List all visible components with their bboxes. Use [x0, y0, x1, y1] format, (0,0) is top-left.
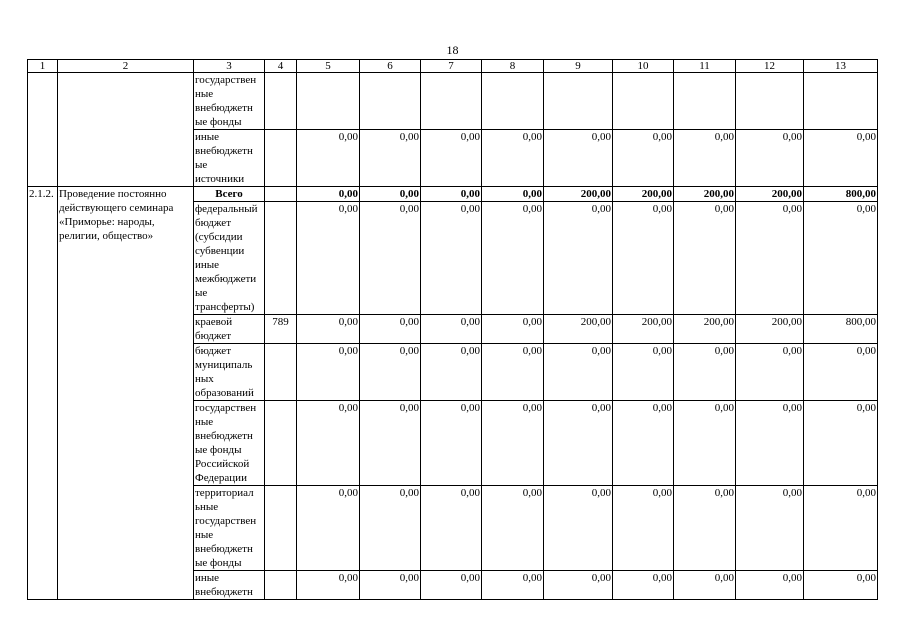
amount-cell	[421, 73, 482, 130]
amount-cell: 0,00	[297, 486, 360, 571]
amount-cell	[613, 73, 674, 130]
amount-cell: 200,00	[613, 187, 674, 202]
budget-code	[265, 130, 297, 187]
amount-cell: 0,00	[544, 202, 613, 315]
amount-cell: 0,00	[674, 344, 736, 401]
amount-cell: 0,00	[613, 401, 674, 486]
funding-source: территориал ьные государствен ные внебюджетн ые фонды	[194, 486, 265, 571]
budget-code	[265, 486, 297, 571]
amount-cell: 0,00	[804, 202, 878, 315]
amount-cell: 0,00	[421, 344, 482, 401]
item-name	[58, 73, 194, 187]
amount-cell: 0,00	[482, 486, 544, 571]
amount-cell: 0,00	[421, 401, 482, 486]
amount-cell: 0,00	[297, 315, 360, 344]
amount-cell: 200,00	[544, 315, 613, 344]
amount-cell: 0,00	[360, 130, 421, 187]
budget-code	[265, 73, 297, 130]
amount-cell: 800,00	[804, 187, 878, 202]
budget-code	[265, 571, 297, 600]
column-header: 13	[804, 60, 878, 73]
column-header: 1	[28, 60, 58, 73]
column-header: 7	[421, 60, 482, 73]
budget-code	[265, 187, 297, 202]
column-header: 6	[360, 60, 421, 73]
column-header: 11	[674, 60, 736, 73]
funding-source: бюджет муниципаль ных образований	[194, 344, 265, 401]
column-header: 9	[544, 60, 613, 73]
item-code	[28, 73, 58, 187]
amount-cell: 0,00	[421, 187, 482, 202]
funding-source: краевой бюджет	[194, 315, 265, 344]
amount-cell: 0,00	[482, 130, 544, 187]
amount-cell: 0,00	[736, 130, 804, 187]
amount-cell: 0,00	[804, 344, 878, 401]
amount-cell: 0,00	[674, 202, 736, 315]
amount-cell: 0,00	[482, 401, 544, 486]
amount-cell: 0,00	[297, 344, 360, 401]
amount-cell	[360, 73, 421, 130]
amount-cell: 0,00	[482, 571, 544, 600]
amount-cell: 0,00	[544, 571, 613, 600]
column-header: 5	[297, 60, 360, 73]
amount-cell	[482, 73, 544, 130]
budget-code	[265, 202, 297, 315]
amount-cell: 0,00	[482, 202, 544, 315]
amount-cell: 0,00	[360, 344, 421, 401]
amount-cell: 200,00	[544, 187, 613, 202]
table-row	[28, 73, 878, 130]
amount-cell: 0,00	[613, 130, 674, 187]
amount-cell: 0,00	[360, 315, 421, 344]
amount-cell: 200,00	[736, 187, 804, 202]
amount-cell: 0,00	[544, 130, 613, 187]
amount-cell: 0,00	[736, 202, 804, 315]
amount-cell: 0,00	[804, 130, 878, 187]
amount-cell: 0,00	[482, 315, 544, 344]
budget-code	[265, 344, 297, 401]
amount-cell: 0,00	[360, 401, 421, 486]
amount-cell: 800,00	[804, 315, 878, 344]
amount-cell	[736, 73, 804, 130]
amount-cell: 0,00	[674, 571, 736, 600]
amount-cell: 0,00	[613, 202, 674, 315]
amount-cell: 0,00	[360, 202, 421, 315]
amount-cell: 0,00	[297, 401, 360, 486]
table-row-total	[28, 187, 878, 202]
amount-cell: 200,00	[613, 315, 674, 344]
amount-cell: 0,00	[421, 486, 482, 571]
budget-code	[265, 401, 297, 486]
column-header: 2	[58, 60, 194, 73]
funding-source: федеральный бюджет (субсидии субвенции иные межбюджети ые трансферты)	[194, 202, 265, 315]
funding-source: государствен ные внебюджетн ые фонды	[194, 73, 265, 130]
column-header: 3	[194, 60, 265, 73]
amount-cell: 0,00	[674, 486, 736, 571]
column-header: 4	[265, 60, 297, 73]
amount-cell: 0,00	[297, 571, 360, 600]
amount-cell: 0,00	[544, 486, 613, 571]
column-header: 8	[482, 60, 544, 73]
budget-code: 789	[265, 315, 297, 344]
column-header: 10	[613, 60, 674, 73]
funding-source: Всего	[194, 187, 265, 202]
funding-source: иные внебюджетн ые источники	[194, 130, 265, 187]
amount-cell: 0,00	[360, 571, 421, 600]
amount-cell: 0,00	[482, 344, 544, 401]
amount-cell: 0,00	[736, 401, 804, 486]
amount-cell: 0,00	[544, 401, 613, 486]
item-name: Проведение постоянно действующего семинара «Приморье: народы, религии, общество»	[58, 187, 194, 600]
amount-cell: 0,00	[804, 401, 878, 486]
column-number-row	[28, 60, 878, 73]
amount-cell: 0,00	[421, 130, 482, 187]
amount-cell	[544, 73, 613, 130]
amount-cell: 0,00	[736, 486, 804, 571]
amount-cell: 0,00	[421, 315, 482, 344]
amount-cell: 0,00	[360, 486, 421, 571]
item-code: 2.1.2.	[28, 187, 58, 600]
column-header: 12	[736, 60, 804, 73]
amount-cell: 200,00	[674, 187, 736, 202]
page-number: 18	[446, 43, 459, 57]
amount-cell: 0,00	[297, 202, 360, 315]
funding-source: государствен ные внебюджетн ые фонды Российской Федерации	[194, 401, 265, 486]
amount-cell	[674, 73, 736, 130]
amount-cell: 0,00	[482, 187, 544, 202]
amount-cell: 0,00	[544, 344, 613, 401]
amount-cell: 0,00	[613, 344, 674, 401]
amount-cell: 0,00	[421, 202, 482, 315]
amount-cell: 0,00	[613, 571, 674, 600]
amount-cell	[297, 73, 360, 130]
amount-cell: 200,00	[736, 315, 804, 344]
amount-cell: 0,00	[613, 486, 674, 571]
funding-source: иные внебюджетн	[194, 571, 265, 600]
amount-cell: 200,00	[674, 315, 736, 344]
amount-cell: 0,00	[674, 130, 736, 187]
amount-cell: 0,00	[421, 571, 482, 600]
budget-table	[27, 59, 878, 600]
amount-cell: 0,00	[804, 571, 878, 600]
amount-cell: 0,00	[804, 486, 878, 571]
amount-cell: 0,00	[736, 344, 804, 401]
amount-cell	[804, 73, 878, 130]
amount-cell: 0,00	[674, 401, 736, 486]
amount-cell: 0,00	[297, 187, 360, 202]
amount-cell: 0,00	[736, 571, 804, 600]
amount-cell: 0,00	[297, 130, 360, 187]
amount-cell: 0,00	[360, 187, 421, 202]
